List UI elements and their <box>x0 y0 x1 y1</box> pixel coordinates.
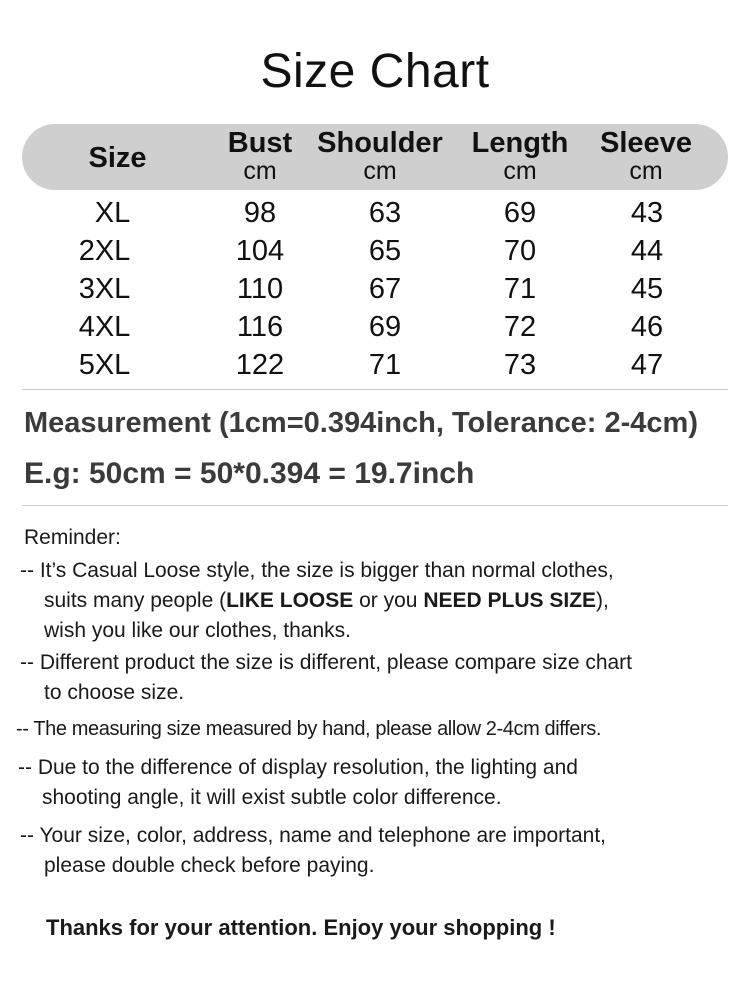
length-cell: 72 <box>503 311 537 343</box>
conversion-example: E.g: 50cm = 50*0.394 = 19.7inch <box>24 457 475 490</box>
size-cell: 4XL <box>78 311 131 343</box>
table-row <box>0 311 750 349</box>
bust-cell: 104 <box>235 235 285 267</box>
size-cell: 5XL <box>78 349 131 381</box>
sleeve-column-header <box>582 128 710 184</box>
sleeve-cell: 43 <box>630 197 664 229</box>
divider <box>22 389 728 390</box>
shoulder-cell: 63 <box>368 197 402 229</box>
reminder-line: -- The measuring size measured by hand, please allow 2-4cm differs. <box>16 718 601 740</box>
reminder-line: -- Your size, color, address, name and telephone are important, <box>20 824 607 847</box>
reminder-line: suits many people (LIKE LOOSE or you NEED PLUS SIZE), <box>44 589 609 612</box>
table-row <box>0 349 750 387</box>
sleeve-unit: cm <box>629 157 663 185</box>
bust-unit: cm <box>243 157 277 185</box>
reminder-line: to choose size. <box>44 681 185 704</box>
sleeve-cell: 47 <box>630 349 664 381</box>
reminder-line: wish you like our clothes, thanks. <box>44 619 351 642</box>
thanks-message: Thanks for your attention. Enjoy your shopping ! <box>46 915 556 940</box>
table-row <box>0 197 750 235</box>
length-label: Length <box>471 127 569 159</box>
table-row <box>0 235 750 273</box>
bust-column-header <box>205 128 315 184</box>
reminder-line: -- It’s Casual Loose style, the size is bigger than normal clothes, <box>20 559 614 582</box>
reminder-item <box>20 648 632 708</box>
bust-cell: 116 <box>236 311 284 343</box>
size-cell: XL <box>94 197 131 229</box>
reminder-item <box>20 556 614 646</box>
length-cell: 71 <box>503 273 537 305</box>
page-title: Size Chart <box>260 45 490 98</box>
table-row <box>0 273 750 311</box>
bust-cell: 122 <box>235 349 285 381</box>
bust-cell: 98 <box>243 197 277 229</box>
reminder-line: shooting angle, it will exist subtle color difference. <box>42 786 502 809</box>
shoulder-label: Shoulder <box>317 127 443 159</box>
size-cell: 3XL <box>78 273 131 305</box>
bust-cell: 110 <box>236 273 284 305</box>
measurement-note: Measurement (1cm=0.394inch, Tolerance: 2-4cm) <box>24 407 698 439</box>
sleeve-cell: 46 <box>630 311 664 343</box>
sleeve-cell: 45 <box>630 273 664 305</box>
shoulder-unit: cm <box>363 157 397 185</box>
length-cell: 69 <box>503 197 537 229</box>
sleeve-label: Sleeve <box>600 127 692 159</box>
length-column-header <box>455 128 585 184</box>
length-cell: 73 <box>503 349 537 381</box>
reminder-line: -- Different product the size is different, please compare size chart <box>20 651 633 674</box>
size-cell: 2XL <box>78 235 131 267</box>
reminder-heading: Reminder: <box>24 526 121 549</box>
reminder-line: -- Due to the difference of display resolution, the lighting and <box>18 756 578 779</box>
size-column-header: Size <box>88 142 147 174</box>
reminder-item <box>18 753 578 813</box>
length-cell: 70 <box>503 235 537 267</box>
shoulder-cell: 69 <box>368 311 402 343</box>
reminder-item <box>20 821 606 881</box>
reminder-line: please double check before paying. <box>44 854 375 877</box>
bust-label: Bust <box>227 127 293 159</box>
shoulder-cell: 65 <box>368 235 402 267</box>
sleeve-cell: 44 <box>630 235 664 267</box>
shoulder-cell: 71 <box>368 349 402 381</box>
reminder-item <box>16 714 601 744</box>
shoulder-column-header <box>310 128 450 184</box>
divider <box>22 505 728 506</box>
shoulder-cell: 67 <box>368 273 402 305</box>
length-unit: cm <box>503 157 537 185</box>
